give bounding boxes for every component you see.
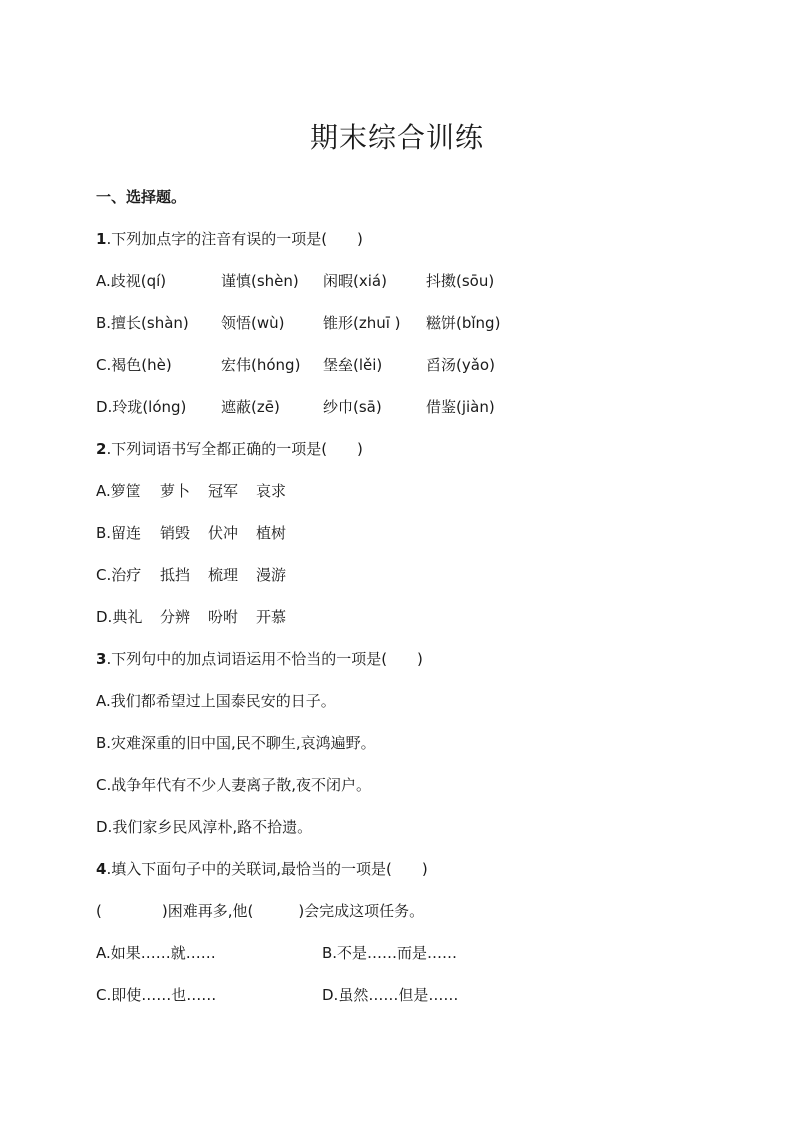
option-cell: 宏伟(hóng)	[221, 356, 301, 374]
option-cell: 漫游	[256, 566, 287, 584]
option-cell: 闲暇(xiá)	[323, 272, 387, 290]
option-cell: 谨慎(shèn)	[221, 272, 299, 290]
q3-option-c: C.战争年代有不少人妻离子散,夜不闭户。	[96, 776, 372, 794]
q1-option-d	[96, 397, 696, 417]
option-cell: B.不是……而是……	[322, 944, 458, 962]
option-cell: 销毁	[160, 524, 191, 542]
question-number: 3	[96, 650, 107, 668]
q4-options-row-1	[96, 943, 596, 963]
option-cell: 哀求	[256, 482, 287, 500]
option-cell: D.虽然……但是……	[322, 986, 459, 1004]
question-2	[96, 439, 363, 459]
option-cell: 冠军	[208, 482, 239, 500]
option-cell: 遮蔽(zē)	[221, 398, 280, 416]
option-cell: C.治疗	[96, 566, 142, 584]
option-cell: 开慕	[256, 608, 287, 626]
q3-option-d: D.我们家乡民风淳朴,路不拾遗。	[96, 818, 313, 836]
q1-option-c	[96, 355, 696, 375]
option-cell: C.即使……也……	[96, 986, 217, 1004]
option-cell: 糍饼(bǐng)	[426, 314, 501, 332]
option-cell: D.玲珑(lóng)	[96, 398, 187, 416]
q3-option-a: A.我们都希望过上国泰民安的日子。	[96, 692, 336, 710]
option-cell: 萝卜	[160, 482, 191, 500]
question-1	[96, 229, 363, 249]
q1-option-a	[96, 271, 696, 291]
option-cell: 锥形(zhuī )	[323, 314, 401, 332]
question-text: .下列加点字的注音有误的一项是( )	[106, 230, 363, 248]
option-cell: B.留连	[96, 524, 142, 542]
question-text: .下列词语书写全都正确的一项是( )	[106, 440, 363, 458]
question-text: .下列句中的加点词语运用不恰当的一项是( )	[106, 650, 423, 668]
option-cell: 纱巾(sā)	[323, 398, 382, 416]
question-number: 1	[96, 230, 107, 248]
q4-sentence: ( )困难再多,他( )会完成这项任务。	[96, 902, 425, 920]
option-cell: B.擅长(shàn)	[96, 314, 189, 332]
option-cell: 分辨	[160, 608, 191, 626]
q1-option-b	[96, 313, 696, 333]
q2-option-d	[96, 607, 396, 627]
question-number: 4	[96, 860, 107, 878]
q3-option-b: B.灾难深重的旧中国,民不聊生,哀鸿遍野。	[96, 734, 376, 752]
option-cell: 吩咐	[208, 608, 239, 626]
q4-options-row-2	[96, 985, 596, 1005]
option-cell: C.褐色(hè)	[96, 356, 172, 374]
page-title: 期末综合训练	[309, 121, 484, 154]
option-cell: 堡垒(lěi)	[323, 356, 383, 374]
section-heading: 一、选择题。	[96, 188, 187, 206]
option-cell: 梳理	[208, 566, 239, 584]
q2-option-a	[96, 481, 396, 501]
q2-option-b	[96, 523, 396, 543]
option-cell: 借鉴(jiàn)	[426, 398, 495, 416]
question-number: 2	[96, 440, 107, 458]
option-cell: A.如果……就……	[96, 944, 216, 962]
q2-option-c	[96, 565, 396, 585]
option-cell: 领悟(wù)	[221, 314, 285, 332]
question-text: .填入下面句子中的关联词,最恰当的一项是( )	[106, 860, 428, 878]
option-cell: A.箩筐	[96, 482, 141, 500]
option-cell: 抵挡	[160, 566, 191, 584]
option-cell: 植树	[256, 524, 287, 542]
question-3	[96, 649, 423, 669]
option-cell: 伏冲	[208, 524, 239, 542]
question-4	[96, 859, 428, 879]
option-cell: A.歧视(qí)	[96, 272, 167, 290]
option-cell: 抖擞(sōu)	[426, 272, 495, 290]
option-cell: 舀汤(yǎo)	[426, 356, 495, 374]
option-cell: D.典礼	[96, 608, 143, 626]
